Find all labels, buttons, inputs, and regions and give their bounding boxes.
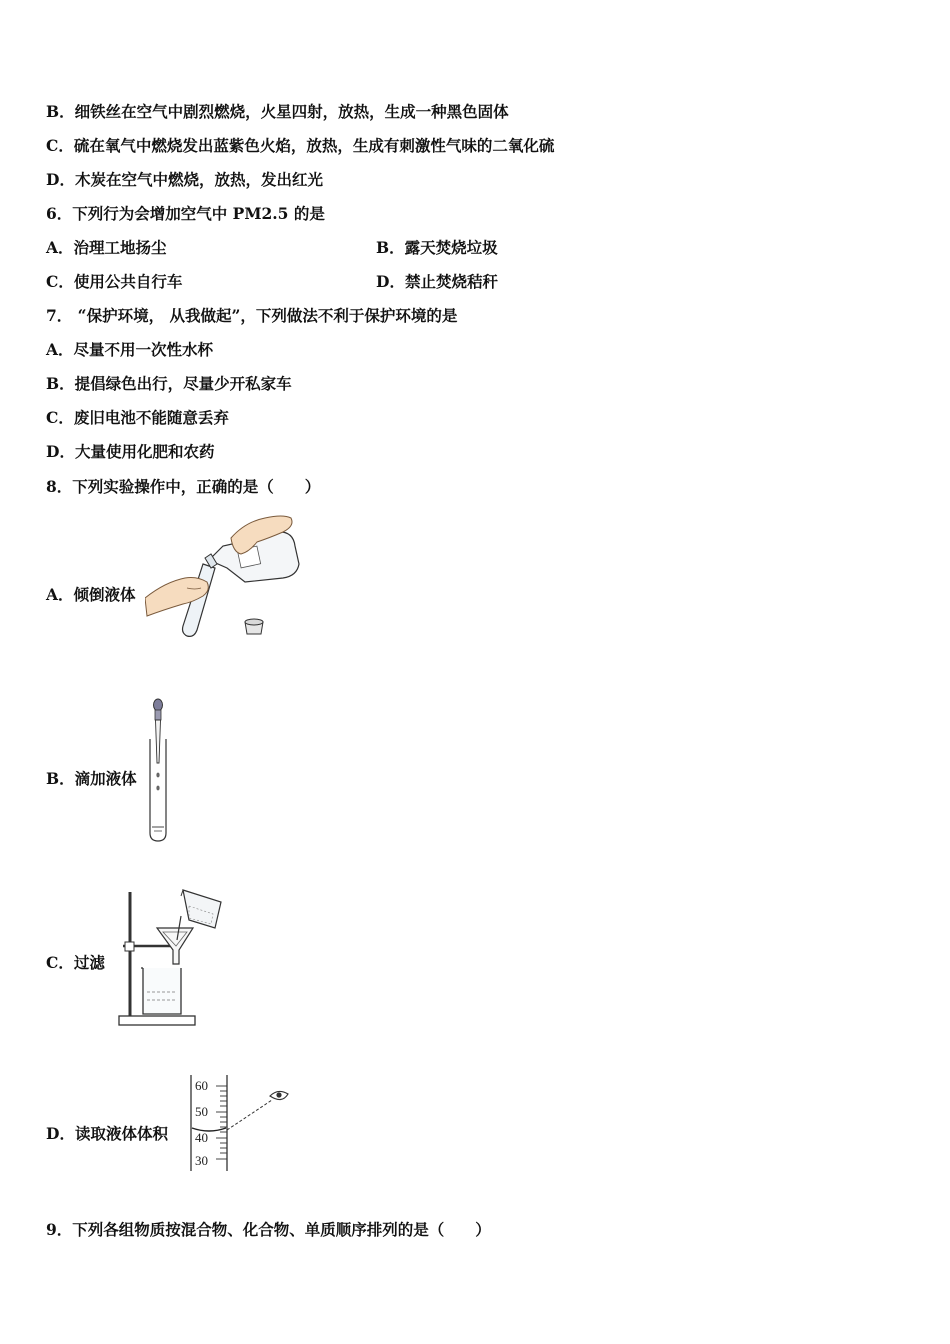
q8-stem: 8．下列实验操作中，正确的是（ ） xyxy=(46,477,321,496)
q8-option-d: D．读取液体体积 xyxy=(46,1124,168,1143)
q7-option-c: C．废旧电池不能随意丢弃 xyxy=(46,408,229,427)
q6-option-a: A．治理工地扬尘 xyxy=(46,238,167,257)
q8-option-c: C．过滤 xyxy=(46,953,105,972)
q5-option-b: B．细铁丝在空气中剧烈燃烧，火星四射，放热，生成一种黑色固体 xyxy=(46,102,509,121)
sight-line xyxy=(227,1100,272,1130)
graduated-cylinder-icon xyxy=(191,1075,227,1171)
cylinder-reading-figure xyxy=(186,1072,296,1174)
q6-option-b: B．露天焚烧垃圾 xyxy=(376,238,498,257)
dropping-liquid-figure xyxy=(140,695,180,845)
scale-label-40: 40 xyxy=(195,1130,208,1145)
scale-label-60: 60 xyxy=(195,1078,208,1093)
q8-option-a: A．倾倒液体 xyxy=(46,585,136,604)
q7-option-a: A．尽量不用一次性水杯 xyxy=(46,340,214,359)
eye-icon xyxy=(270,1091,288,1099)
scale-label-30: 30 xyxy=(195,1153,208,1168)
filtration-figure xyxy=(115,880,240,1030)
scale-label-50: 50 xyxy=(195,1104,208,1119)
bottle-stopper-icon xyxy=(245,619,263,634)
q6-option-d: D．禁止焚烧秸秆 xyxy=(376,272,498,291)
q7-option-b: B．提倡绿色出行，尽量少开私家车 xyxy=(46,374,292,393)
q5-option-d: D．木炭在空气中燃烧，放热，发出红光 xyxy=(46,170,323,189)
q6-option-c: C．使用公共自行车 xyxy=(46,272,183,291)
pouring-beaker-icon xyxy=(181,890,221,928)
q7-option-d: D．大量使用化肥和农药 xyxy=(46,442,215,461)
q9-stem: 9．下列各组物质按混合物、化合物、单质顺序排列的是（ ） xyxy=(46,1220,491,1239)
pouring-liquid-figure xyxy=(145,512,305,642)
droplet-icon xyxy=(156,773,159,791)
q8-option-b: B．滴加液体 xyxy=(46,769,137,788)
receiving-beaker-icon xyxy=(141,968,181,1014)
q6-stem: 6．下列行为会增加空气中 PM2.5 的是 xyxy=(46,204,325,223)
q7-stem: 7． “保护环境， 从我做起”，下列做法不利于保护环境的是 xyxy=(46,306,458,325)
q5-option-c: C．硫在氧气中燃烧发出蓝紫色火焰，放热，生成有刺激性气味的二氧化硫 xyxy=(46,136,555,155)
dropper-icon xyxy=(154,699,163,763)
